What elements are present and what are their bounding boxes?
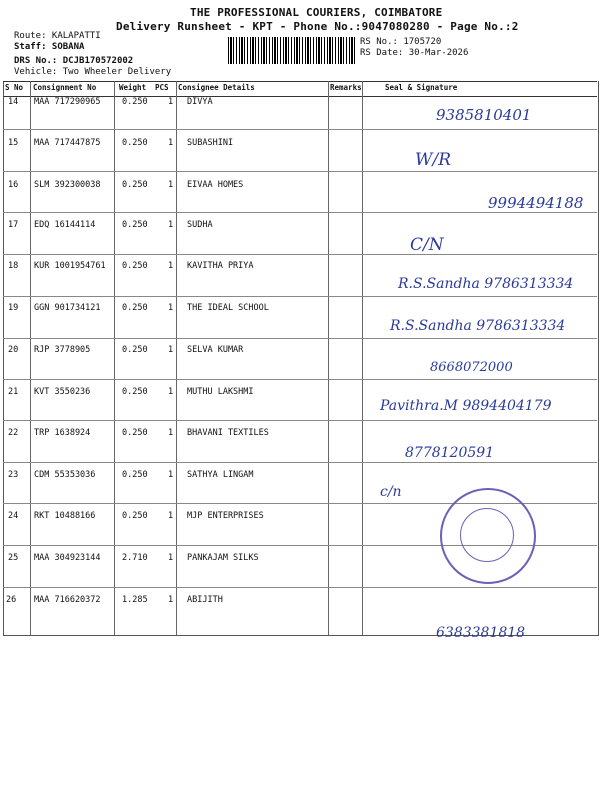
row-consignee: SELVA KUMAR bbox=[187, 345, 244, 355]
row-sno: 16 bbox=[8, 180, 19, 190]
row-sno: 24 bbox=[8, 511, 19, 521]
col-seal: Seal & Signature bbox=[385, 83, 458, 92]
row-consignment: EDQ 16144114 bbox=[34, 220, 96, 230]
row-weight: 0.250 bbox=[122, 470, 148, 480]
row-sno: 14 bbox=[8, 97, 19, 107]
row-weight: 0.250 bbox=[122, 138, 148, 148]
col-pcs: PCS bbox=[155, 83, 169, 92]
row-weight: 0.250 bbox=[122, 180, 148, 190]
row-pcs: 1 bbox=[168, 387, 174, 397]
row-sno: 19 bbox=[8, 303, 19, 313]
row-consignment: MAA 717447875 bbox=[34, 138, 101, 148]
row-sno: 20 bbox=[8, 345, 19, 355]
row-weight: 0.250 bbox=[122, 303, 148, 313]
row-consignee: SATHYA LINGAM bbox=[187, 470, 254, 480]
row-sno: 26 bbox=[6, 595, 17, 605]
row-divider bbox=[3, 129, 597, 130]
row-pcs: 1 bbox=[168, 303, 174, 313]
row-consignee: THE IDEAL SCHOOL bbox=[187, 303, 269, 313]
row-weight: 0.250 bbox=[122, 345, 148, 355]
row-consignee: SUDHA bbox=[187, 220, 213, 230]
rs-date: RS Date: 30-Mar-2026 bbox=[360, 48, 469, 58]
row-sno: 23 bbox=[8, 470, 19, 480]
row-consignee: DIVYA bbox=[187, 97, 213, 107]
seal-inner-ring bbox=[460, 508, 514, 562]
drs-number: DRS No.: DCJB170572002 bbox=[14, 56, 134, 66]
col-divider bbox=[30, 81, 31, 635]
row-sno: 25 bbox=[8, 553, 19, 563]
handwritten-signature: R.S.Sandha 9786313334 bbox=[390, 318, 566, 334]
row-weight: 1.285 bbox=[122, 595, 148, 605]
row-divider bbox=[3, 212, 597, 213]
row-pcs: 1 bbox=[168, 261, 174, 271]
row-pcs: 1 bbox=[168, 97, 174, 107]
row-consignee: KAVITHA PRIYA bbox=[187, 261, 254, 271]
row-divider bbox=[3, 296, 597, 297]
route-label: Route: KALAPATTI bbox=[14, 31, 101, 41]
staff-label: Staff: SOBANA bbox=[14, 42, 85, 52]
row-consignee: MUTHU LAKSHMI bbox=[187, 387, 254, 397]
row-pcs: 1 bbox=[168, 345, 174, 355]
row-consignee: MJP ENTERPRISES bbox=[187, 511, 264, 521]
handwritten-signature: C/N bbox=[410, 235, 444, 255]
handwritten-signature: 8668072000 bbox=[430, 360, 513, 375]
col-remarks: Remarks bbox=[330, 83, 362, 92]
row-weight: 0.250 bbox=[122, 428, 148, 438]
row-weight: 0.250 bbox=[122, 511, 148, 521]
row-pcs: 1 bbox=[168, 180, 174, 190]
row-sno: 18 bbox=[8, 261, 19, 271]
runsheet-title: Delivery Runsheet - KPT - Phone No.:9047080280 - Page No.:2 bbox=[116, 20, 519, 33]
row-consignment: RKT 10488166 bbox=[34, 511, 96, 521]
row-pcs: 1 bbox=[168, 511, 174, 521]
row-consignment: MAA 716620372 bbox=[34, 595, 101, 605]
row-pcs: 1 bbox=[168, 595, 174, 605]
handwritten-signature: c/n bbox=[380, 484, 402, 500]
row-consignment: MAA 304923144 bbox=[34, 553, 101, 563]
row-sno: 21 bbox=[8, 387, 19, 397]
row-weight: 0.250 bbox=[122, 387, 148, 397]
company-seal-stamp bbox=[440, 488, 536, 584]
rs-number: RS No.: 1705720 bbox=[360, 37, 442, 47]
row-consignment: KUR 1001954761 bbox=[34, 261, 106, 271]
col-divider bbox=[328, 81, 329, 635]
table-header bbox=[3, 81, 597, 97]
row-pcs: 1 bbox=[168, 428, 174, 438]
col-divider bbox=[114, 81, 115, 635]
row-sno: 15 bbox=[8, 138, 19, 148]
row-pcs: 1 bbox=[168, 138, 174, 148]
row-consignee: PANKAJAM SILKS bbox=[187, 553, 259, 563]
row-consignment: KVT 3550236 bbox=[34, 387, 91, 397]
row-consignment: TRP 1638924 bbox=[34, 428, 91, 438]
row-pcs: 1 bbox=[168, 553, 174, 563]
row-divider bbox=[3, 338, 597, 339]
handwritten-signature: 8778120591 bbox=[405, 445, 495, 461]
barcode bbox=[228, 37, 356, 64]
row-weight: 0.250 bbox=[122, 97, 148, 107]
row-pcs: 1 bbox=[168, 470, 174, 480]
row-sno: 17 bbox=[8, 220, 19, 230]
row-consignment: CDM 55353036 bbox=[34, 470, 96, 480]
row-consignment: RJP 3778905 bbox=[34, 345, 91, 355]
row-pcs: 1 bbox=[168, 220, 174, 230]
row-divider bbox=[3, 462, 597, 463]
row-weight: 2.710 bbox=[122, 553, 148, 563]
row-consignee: SUBASHINI bbox=[187, 138, 234, 148]
row-consignment: GGN 901734121 bbox=[34, 303, 101, 313]
row-divider bbox=[3, 379, 597, 380]
handwritten-signature: W/R bbox=[415, 150, 452, 170]
col-consignment: Consignment No bbox=[33, 83, 97, 92]
col-divider bbox=[176, 81, 177, 635]
col-divider bbox=[362, 81, 363, 635]
row-weight: 0.250 bbox=[122, 220, 148, 230]
col-weight: Weight bbox=[119, 83, 147, 92]
row-consignee: BHAVANI TEXTILES bbox=[187, 428, 269, 438]
col-consignee: Consignee Details bbox=[178, 83, 255, 92]
company-name: THE PROFESSIONAL COURIERS, COIMBATORE bbox=[190, 6, 443, 19]
row-weight: 0.250 bbox=[122, 261, 148, 271]
row-sno: 22 bbox=[8, 428, 19, 438]
col-sno: S No bbox=[5, 83, 24, 92]
row-divider bbox=[3, 587, 597, 588]
handwritten-signature: 6383381818 bbox=[436, 625, 526, 641]
handwritten-signature: 9385810401 bbox=[436, 106, 532, 124]
row-divider bbox=[3, 254, 597, 255]
row-consignee: EIVAA HOMES bbox=[187, 180, 244, 190]
row-divider bbox=[3, 420, 597, 421]
row-consignee: ABIJITH bbox=[187, 595, 223, 605]
vehicle-label: Vehicle: Two Wheeler Delivery bbox=[14, 67, 172, 77]
row-consignment: MAA 717290965 bbox=[34, 97, 101, 107]
row-divider bbox=[3, 171, 597, 172]
handwritten-signature: Pavithra.M 9894404179 bbox=[380, 398, 552, 414]
row-consignment: SLM 392300038 bbox=[34, 180, 101, 190]
handwritten-signature: R.S.Sandha 9786313334 bbox=[398, 276, 574, 292]
handwritten-signature: 9994494188 bbox=[488, 194, 584, 212]
